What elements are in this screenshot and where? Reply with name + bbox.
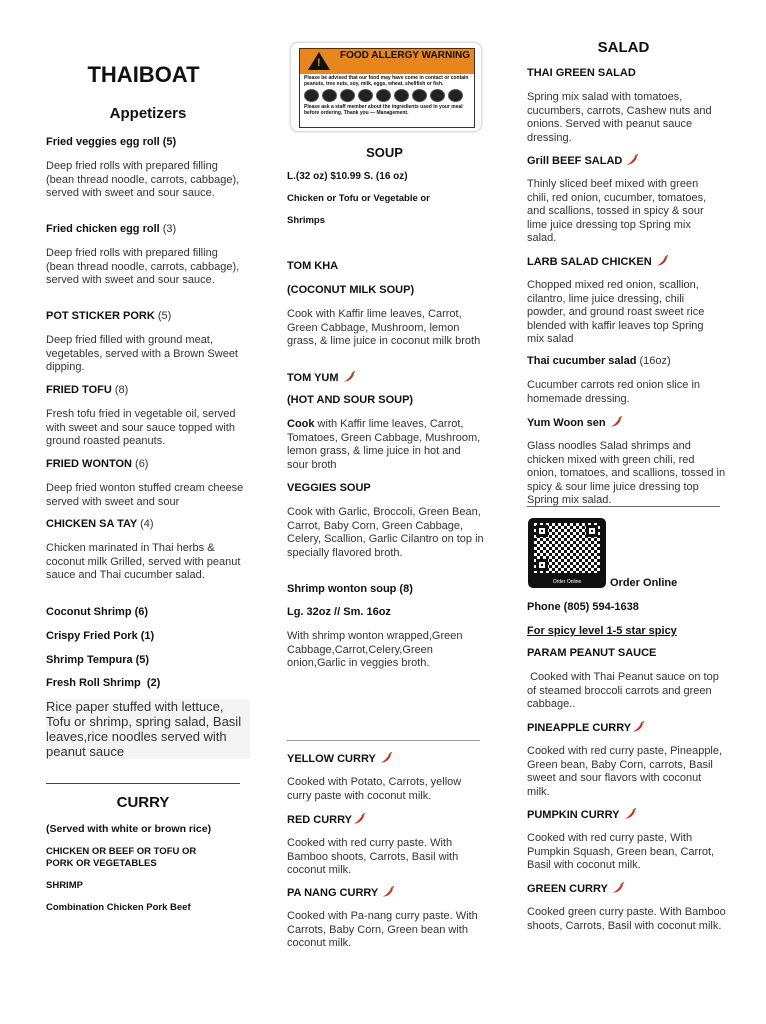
item-name: PINEAPPLE CURRY <box>527 722 632 734</box>
item-name: Yum Woon sen <box>527 417 606 429</box>
soup-sizes: L.(32 oz) $10.99 S. (16 oz) <box>287 171 408 182</box>
food-allergy-warning-sign <box>290 42 482 132</box>
item-description: Thinly sliced beef mixed with green chili, red onion, cucumber, tomatoes, and scallions, tossed in spicy & sour lime juice dressing top Spring mix salad. <box>527 178 707 244</box>
item-title <box>527 355 727 368</box>
item-title: Coconut Shrimp (6) <box>46 606 149 618</box>
order-online-qr-code[interactable] <box>528 518 606 588</box>
item-title <box>527 808 727 822</box>
chili-pepper-icon <box>611 882 625 894</box>
item-description <box>287 418 483 472</box>
chili-pepper-icon <box>352 813 366 825</box>
chili-pepper-icon <box>623 808 637 820</box>
item-name: RED CURRY <box>287 814 352 826</box>
item-description: Deep fried filled with ground meat, vegetables, served with a Brown Sweet dipping. <box>46 334 238 373</box>
sign-footer: Please ask a staff member about the ingredients used in your meal before ordering. Thank you — Management. <box>304 104 463 116</box>
item-description: Spring mix salad with tomatoes, cucumbers, carrots, Cashew nuts and onions. Served with peanut sauce dressing. <box>527 91 712 144</box>
item-title <box>527 882 727 896</box>
item-name: FRIED TOFU <box>46 384 112 396</box>
divider <box>46 783 240 784</box>
item-description: Cooked with Thai Peanut sauce on top of steamed broccoli carrots and green cabbage.. <box>527 671 722 710</box>
item-description: Cooked green curry paste. With Bamboo shoots, Carrots, Basil with coconut milk. <box>527 906 726 932</box>
qr-label: Order Online <box>552 579 582 585</box>
item-qty: (16oz) <box>639 355 671 367</box>
restaurant-title: THAIBOAT <box>87 62 200 87</box>
soup-choice: Chicken or Tofu or Vegetable or <box>287 193 430 204</box>
divider <box>287 740 480 741</box>
warning-icon: ! <box>308 52 330 70</box>
item-name: Fried chicken egg roll <box>46 223 160 235</box>
item-title <box>46 458 246 471</box>
item-description: Cooked with Potato, Carrots, yellow curry paste with coconut milk. <box>287 776 462 802</box>
section-heading-soup: SOUP <box>366 145 403 160</box>
item-description: Cook with Kaffir lime leaves, Carrot, Green Cabbage, Mushroom, lemon grass, & lime juice in coconut milk broth <box>287 308 481 347</box>
item-name: Thai cucumber salad <box>527 355 637 367</box>
item-description: Fresh tofu fried in vegetable oil, served with sweet and sour sauce topped with ground roasted peanuts. <box>46 408 236 447</box>
item-description: Cook with Garlic, Broccoli, Green Bean, Carrot, Baby Corn, Green Cabbage, Celery, Scallion, Garlic Cilantro on top in specially flavored broth. <box>287 506 484 559</box>
item-title <box>46 310 246 323</box>
item-qty: (6) <box>135 458 149 470</box>
curry-option: Combination Chicken Pork Beef <box>46 902 191 913</box>
chili-pepper-icon <box>342 371 356 383</box>
desc-text: with Kaffir lime leaves, Carrot, Tomatoes, Green Cabbage, Mushroom, lemon grass, & lime juice in hot and sour broth <box>287 418 481 471</box>
section-heading-curry: CURRY <box>116 794 170 811</box>
desc-bold: Cook <box>287 418 315 430</box>
item-title <box>287 886 487 900</box>
item-title <box>46 136 246 149</box>
item-description: Deep fried rolls with prepared filling (bean thread noodle, carrots, cabbage), served with sweet and sour sauce. <box>46 160 240 199</box>
item-name: LARB SALAD CHICKEN <box>527 256 652 268</box>
item-title: PARAM PEANUT SAUCE <box>527 647 657 659</box>
chili-pepper-icon <box>381 886 395 898</box>
item-title <box>46 384 246 397</box>
item-subtitle: (HOT AND SOUR SOUP) <box>287 394 414 406</box>
item-title <box>527 721 727 735</box>
item-qty: (8) <box>114 384 129 396</box>
item-title <box>287 752 487 766</box>
item-title: Fresh Roll Shrimp (2) <box>46 677 161 689</box>
item-name: PA NANG CURRY <box>287 887 379 899</box>
item-description: Deep fried rolls with prepared filling (bean thread noodle, carrots, cabbage), served with sweet and sour sauce. <box>46 247 240 286</box>
item-title: VEGGIES SOUP <box>287 482 371 494</box>
item-qty: (3) <box>162 223 177 235</box>
item-title <box>527 154 727 168</box>
item-name: FRIED WONTON <box>46 458 132 470</box>
item-subtitle: (COCONUT MILK SOUP) <box>287 284 415 296</box>
item-description: Cooked with Pa-nang curry paste. With Carrots, Baby Corn, Green bean with coconut milk. <box>287 910 478 949</box>
divider <box>527 506 720 507</box>
item-title: TOM KHA <box>287 260 339 272</box>
item-name: CHICKEN SA TAY <box>46 518 138 530</box>
item-title: Crispy Fried Pork (1) <box>46 630 155 642</box>
section-heading-salad: SALAD <box>597 39 650 56</box>
item-description: Cooked with red curry paste, Pineapple, Green bean, Baby Corn, carrots, Basil sweet and sour flavors with coconut milk. <box>527 745 723 798</box>
spicy-level-note: For spicy level 1-5 star spicy <box>527 625 677 637</box>
item-qty: (5) <box>157 310 172 322</box>
item-name: TOM YUM <box>287 372 339 384</box>
chili-pepper-icon <box>609 416 623 428</box>
item-description: Cucumber carrots red onion slice in homemade dressing. <box>527 379 701 405</box>
sign-text: Please be advised that our food may have come in contact or contain peanuts, tree nuts, soy, milk, eggs, wheat, shellfish or fish. <box>304 75 469 87</box>
item-title: THAI GREEN SALAD <box>527 67 636 79</box>
item-name: YELLOW CURRY <box>287 753 376 765</box>
item-title: Shrimp wonton soup (8) <box>287 583 413 595</box>
item-title <box>46 518 246 531</box>
soup-choice: Shrimps <box>287 215 326 226</box>
item-title <box>46 223 246 236</box>
item-name: PUMPKIN CURRY <box>527 809 620 821</box>
item-title <box>287 371 487 385</box>
item-name: GREEN CURRY <box>527 883 608 895</box>
item-title: Shrimp Tempura (5) <box>46 654 150 666</box>
chili-pepper-icon <box>625 154 639 166</box>
item-description: Cooked with red curry paste, With Pumpkin Squash, Green bean, Carrot, Basil with coconut milk. <box>527 832 715 871</box>
item-name: Fried veggies egg roll (5) <box>46 136 177 148</box>
item-subtitle: Lg. 32oz // Sm. 16oz <box>287 606 391 618</box>
item-title <box>527 416 727 430</box>
chili-pepper-icon <box>655 255 669 267</box>
item-qty: (4) <box>140 518 154 530</box>
item-name: POT STICKER PORK <box>46 310 155 322</box>
item-name: Grill BEEF SALAD <box>527 155 623 167</box>
item-title <box>527 255 727 269</box>
order-online-link[interactable]: Order Online <box>610 577 678 589</box>
allergen-icons <box>300 88 474 103</box>
curry-note: (Served with white or brown rice) <box>46 823 212 835</box>
item-title <box>287 813 487 827</box>
chili-pepper-icon <box>631 721 645 733</box>
phone-number[interactable]: Phone (805) 594-1638 <box>527 601 639 613</box>
item-description: Cooked with red curry paste. With Bamboo shoots, Carrots, Basil with coconut milk. <box>287 837 459 876</box>
item-description: Deep fried wonton stuffed cream cheese served with sweet and sour <box>46 482 244 508</box>
item-description: With shrimp wonton wrapped,Green Cabbage,Carrot,Celery,Green onion,Garlic in veggies broth. <box>287 630 463 669</box>
item-description: Chicken marinated in Thai herbs & coconut milk Grilled, served with peanut sauce and Thai cucumber salad. <box>46 542 241 581</box>
chili-pepper-icon <box>379 752 393 764</box>
item-description: Glass noodles Salad shrimps and chicken mixed with green chili, red onion, tomatoes, and scallions, tossed in spicy & sour lime juice dressing top Spring mix salad. <box>527 440 726 506</box>
curry-option: SHRIMP <box>46 880 83 891</box>
item-description: Chopped mixed red onion, scallion, cilantro, lime juice dressing, chili powder, and ground roast sweet rice blended with kaffir leaves top Spring mix salad <box>527 279 705 345</box>
sign-title: FOOD ALLERGY WARNING <box>340 50 470 61</box>
section-heading-appetizers: Appetizers <box>109 105 187 122</box>
curry-option: CHICKEN OR BEEF OR TOFU OR PORK OR VEGETABLES <box>46 846 197 869</box>
item-description: Rice paper stuffed with lettuce, Tofu or shrimp, spring salad, Basil leaves,rice noodles served with peanut sauce <box>46 699 250 759</box>
